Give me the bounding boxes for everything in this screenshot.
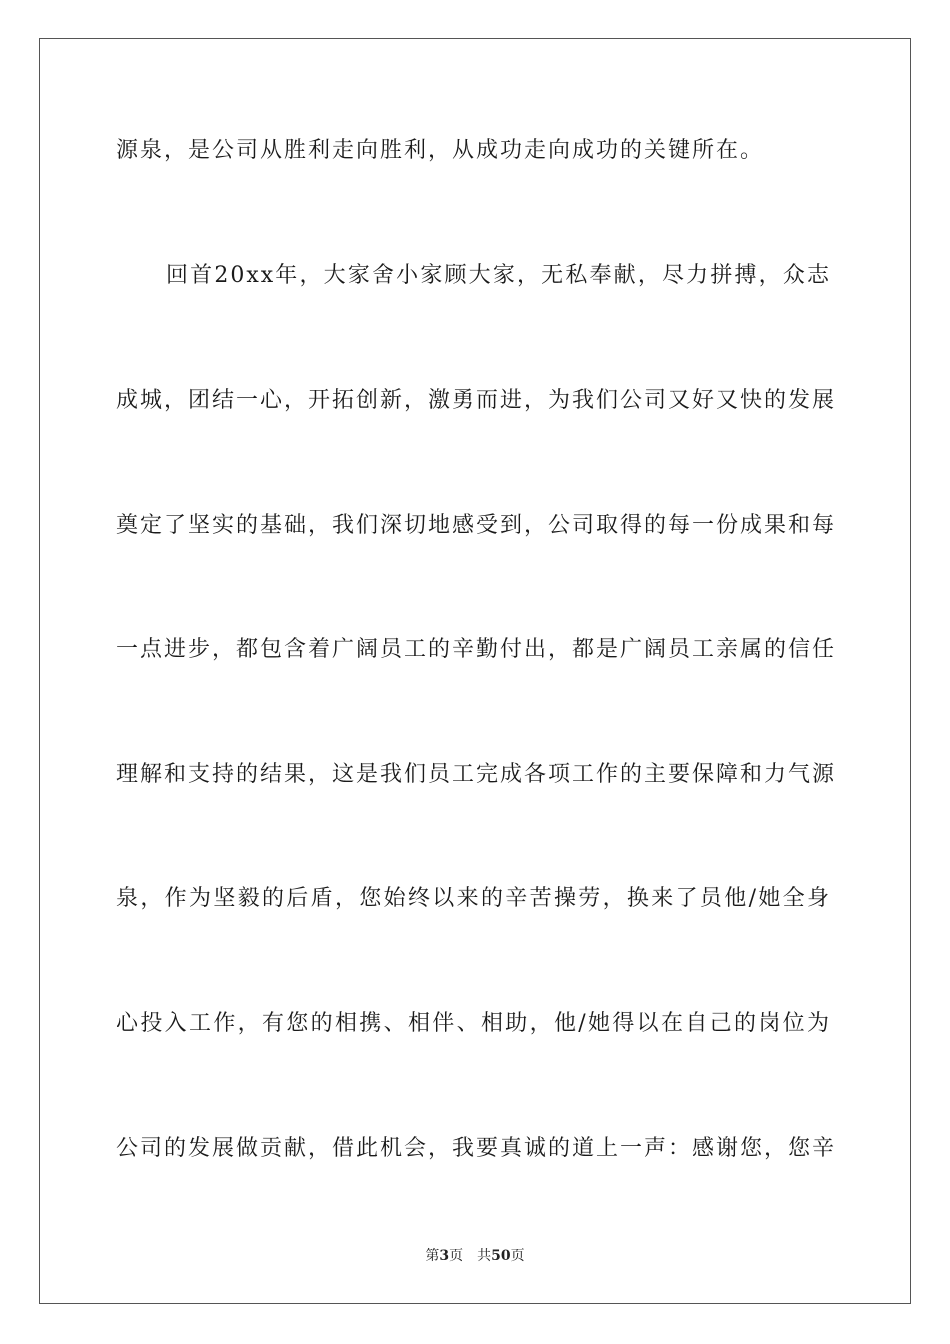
paragraph-line-3: 成城，团结一心，开拓创新，激勇而进，为我们公司又好又快的发展 (116, 388, 837, 413)
page-prefix: 第 (425, 1248, 440, 1264)
paragraph-line-5: 一点进步，都包含着广阔员工的辛勤付出，都是广阔员工亲属的信任 (116, 637, 837, 662)
page-footer (0, 1247, 950, 1265)
paragraph-line-2: 回首20xx年，大家舍小家顾大家，无私奉献，尽力拼搏，众志 (166, 263, 831, 288)
paragraph-line-8: 心投入工作，有您的相携、相伴、相助，他/她得以在自己的岗位为 (116, 1011, 831, 1036)
total-suffix: 页 (510, 1248, 525, 1264)
page-number: 3 (439, 1248, 450, 1264)
paragraph-line-4: 奠定了坚实的基础，我们深切地感受到，公司取得的每一份成果和每 (116, 513, 837, 538)
paragraph-line-9: 公司的发展做贡献，借此机会，我要真诚的道上一声：感谢您，您辛 (116, 1136, 837, 1161)
total-prefix: 共 (477, 1248, 492, 1264)
page-frame (39, 38, 911, 1304)
paragraph-line-6: 理解和支持的结果，这是我们员工完成各项工作的主要保障和力气源 (116, 762, 837, 787)
paragraph-line-1: 源泉，是公司从胜利走向胜利，从成功走向成功的关键所在。 (116, 138, 765, 163)
paragraph-line-7: 泉，作为坚毅的后盾，您始终以来的辛苦操劳，换来了员他/她全身 (116, 886, 831, 911)
total-pages: 50 (491, 1248, 511, 1264)
page-suffix: 页 (449, 1248, 464, 1264)
